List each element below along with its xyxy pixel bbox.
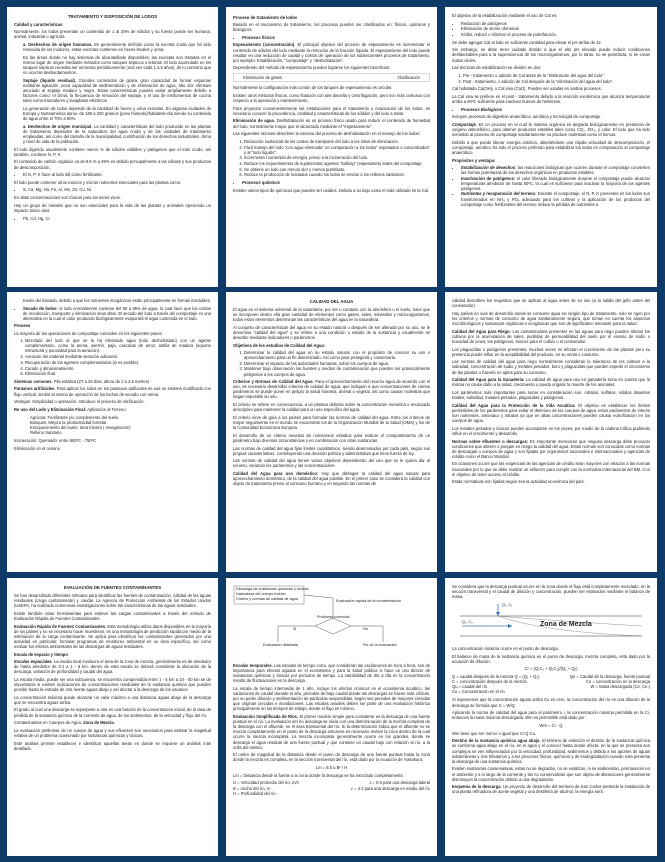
page-9 <box>445 578 657 856</box>
paragraph: La mayoría de las operaciones de compostaje coinciden en los siguientes pasos: <box>14 330 163 336</box>
flow-step: Descarga de sustancias químicas y tóxicas <box>236 587 309 591</box>
paragraph: Ventajas: Simplicidad o operación. Introduce el proceso de nitrificación. <box>14 399 145 405</box>
paragraph: La concentración máxima ocurre en el punto de descarga. <box>452 645 559 651</box>
definition: Qu = caudal del río <box>452 684 488 690</box>
definition: Ce = concentración en la descarga <box>585 679 650 685</box>
list-item: 4. Curado y almacenamiento. <box>25 366 211 371</box>
paragraph: Si suponemos que la concentración aguas arriba Cu es cero, la concentración del río es una dilución de la descarga se formula que C = W/Q <box>452 697 650 708</box>
paragraph: La generación de lodos depende de la cantidad de heces y orina excretas. En algunas ciudades de Europa y Norteamérica aprox. de 180 a 200 gramos (peso húmedo)/habitante-día siendo su contenido de agua entre el 70% a 80%. <box>23 105 211 121</box>
paragraph: Este análisis permite establecer e identificar aquellas áreas en donde se requiere un análisis más detallado. <box>14 740 211 751</box>
list-item: 3. Recuperación de los agentes complementarios (si es posible). <box>25 360 211 365</box>
paragraph: Calidad del Agua para Riego: Los contaminantes presentes en las aguas para riego pueden afectar los cultivos por la acumulación de sales, perdidas de permeabilidad del suelo por el exceso de sodio o toxicidad de iones; los patógenos, tóxicos para el cultivo o el consumidor. <box>452 328 650 344</box>
paragraph: Dependiendo del método de espesamiento pueden lograrse los siguientes beneficios: <box>233 65 391 71</box>
paragraph: La concentración máxima puede alcanzar un valor máximo a una distancia aguas abajo de la descarga que se encuentra aguas arriba. <box>14 694 211 705</box>
paragraph: Hay países en vías de desarrollo donde se consume agua sin ningún tipo de tratamiento, solo se rigen por los criterios y normas de consumo de agua sanitariamente segura, que toman en cuenta los aspectos microbiológicos y sustancias orgánicas e inorgánicas que son de significativo relevante para la salud. <box>452 310 650 326</box>
paragraph: Cal hidratada Ca(OH)₂ o Cal viva (CaO). Pueden ser usadas en ambos procesos. <box>452 86 602 92</box>
definition-row <box>452 689 650 694</box>
paragraph: Pantanos artificiales. Para aplicar los lodos en los pantanos artificiales se usa un sistema modificado con flujo vertical, similar al mismo de operación de los lechos de secado con arena. <box>14 386 211 397</box>
paragraph: Normalmente la configuración más común de los tanques de espesamiento es circular. <box>233 85 393 91</box>
paragraph: Eliminación de agua. Deshidratación es un proceso físico usado para reducir el contenido de humedad del lodo, normalmente mayor que el alcanzado mediante el "espesamiento". <box>233 118 430 129</box>
paragraph: Lm = Distancia desde la fuente a la zona donde la descarga se ha mezclado completamente. <box>233 772 404 778</box>
bullet-item: • Inhibir, reducir o eliminar el proceso de putrefacción. <box>461 32 650 37</box>
paragraph: En ocasiones ocurre que las exigencias de las agencias de crédito sean mayores con relación a las normas nacionales por lo que se debe realizar un esfuerzo para cumplir con la normativa internacional del BM. Con el objetivo de tener acceso al crédito. <box>452 461 650 477</box>
paragraph: Aplicando la norma de calidad del agua para el parámetro i, la concentración máxima permitida en la Ci, entonces la masa máxima descargada. Wm es permisible está dado por: <box>452 710 650 721</box>
paragraph: a. Deshechos de origen humanos. Es generalmente definido como la excreta cruda que ha sido removida de los inodoros, estas excretas contienen en heces fecales y orina. <box>23 41 212 53</box>
paragraph: Espesamiento (concentración). El principal objetivo del proceso de espesamiento es incrementar el contenido de sólidos del lodo mediante la remoción de la fracción líquida. El espesamiento del lodo puede resultar en una reducción de capital y costos de operación de los subsecuentes procesos de tratamiento, por ejemplo: Estabilización, "compostaje" y "deshidratación". <box>233 42 431 63</box>
paragraph: Para proyectar convenientemente las instalaciones para el tratamiento y evacuación de los lodos, es necesario conocer la procedencia, cantidad y características de los sólidos y del lodo a tratar. <box>233 105 430 116</box>
paragraph: Sistemas comunes. Pila estática (2T a 28 días, altura de 2 a 2.5 metros) <box>14 378 150 384</box>
paragraph: Existe también otras herramientas para estimar las cargas contaminantes a través del método de Evaluación Rápida de Fuentes Contaminantes. <box>14 610 211 622</box>
section-heading: Escala de espacio y tiempo <box>14 651 68 657</box>
mixing-zone-label: Zona de Mezcla <box>540 620 592 628</box>
flow-step: Naturaleza del cuerpo hídrico <box>236 592 286 596</box>
paragraph: Septaje (líquido residual). Grandes contenidos de grasa, gran capacidad de formar espumas mediante agitación, poca capacidad de sedimentación y de eliminación de agua, alto olor ofensivo asociado al septaje maduro y negro. Estas características pueden variar ampliamente debido a factores como: el clima, la frecuencia de remoción del septaje, y el uso de instrumentos de cocina tales como trituradores y lavaplatos eléctricos. <box>23 77 212 104</box>
paragraph: Escalas espaciales. La escala local involucra el área de la zona de mezcla, generalmente es de alrededor de hasta alrededor de 0.1 a 1 - 5 km, dentro de esta escala se deberá considerar la ubicación de la descarga, variación de profundidad y caudal del agua. <box>14 658 211 675</box>
paragraph: El objetivo de la estabilización mediante el uso de Cal es: <box>452 13 558 18</box>
list-item: 1. Mezclado del lodo al que se le ha eliminado agua (lodo deshidratado) con un agente complementario, como la arena, aserrín, paja, cascaras de arroz, astilla de madera (soporte estructural y porosidad para la aeración). <box>25 338 211 353</box>
benefits-table <box>233 73 430 82</box>
variable-row <box>233 791 430 796</box>
page-5 <box>226 292 437 572</box>
paragraph: Las normas de calidad del agua tienen varios objetivos dependiendo del uso que se le quiera dar al recurso, variando los parámetros y las concentraciones. <box>233 458 430 469</box>
evaluation-flow-diagram <box>233 584 430 660</box>
paragraph: Los plaguicidas o patógenos presentes, muchas veces no afectan el crecimiento de las plantas pero su presencia puede influir en la aceptabilidad del producto, en su venta o consumo. <box>452 346 650 357</box>
section-heading: Propósitos y ventajas <box>452 157 495 163</box>
paragraph: Estas normativas son fijadas según sea la actividad económica del país. <box>452 479 585 485</box>
bullet-item: • Procesos químicos <box>242 180 430 185</box>
bullet-item: • Procesos físicos <box>242 35 430 40</box>
bullet-item: • El N, P, K hace al lodo útil como fertilizante. <box>23 172 211 177</box>
equation: Wm = Ci · Q <box>539 722 563 728</box>
paragraph: Destino de la sustancia química agua abajo. El término de extinción el destino de la sustancia química se conforma agua abajo en el río, en el agua y el conocer hasta donde afecta, en la que se presenta son complejos se ven influenciados por la velocidad, profundidad, sedimentos y debido a los aportes de aguas subterráneas y ríos tributarios y a los procesos físicos, químicos y de biodegradación cuando esta presenta la descarga de una sustancia química. <box>452 738 651 764</box>
paragraph: El contenido de carbón orgánico va de 8.5 % a 48% es debido principalmente a las células y sus productos de descomposición. <box>14 159 211 170</box>
paragraph: Se debe agregar Cal al lodo en suficiente cantidad para elevar el pH arriba de 12. <box>452 39 602 45</box>
paragraph: En las áreas donde no hay sistemas de alcantarillado disponibles, las excretas son tratadas en el mismo lugar de origen mediante métodos como tanques sépticos o letrinas. El lodo acumulado en los tanques sépticos necesita ser removido periódicamente (una vez cada 1 a 5 años), de lo contrario que no ocurran desbordamientos. <box>23 54 211 76</box>
paragraph: Eliminación en el océano <box>14 445 61 451</box>
paragraph: Se considera que la descarga puntual ocurre en la zona donde el flujo está completamente mezclado, en la sección transversal y el caudal de dilución y concentración, pueden ser estimados mediante el balance de masa. <box>452 584 650 600</box>
page-1 <box>7 7 218 287</box>
paragraph: Normalmente, los lodos presentan un contenido de 1 al 20% de sólidos y su fuente puede ser humana, animal, industrial o agrícola. <box>14 29 211 40</box>
paragraph: Las siguientes razones describen la esencia del proceso de deshidratación en el manejo de los lodos: <box>233 131 420 137</box>
definition: Cu = Concentración en el río <box>452 689 505 695</box>
paragraph: a. Deshechos de origen municipal. La cantidad y características del lodo producido en las plantas de tratamiento dependen de la naturaleza del agua cruda y de las unidades de tratamiento empleadas, así como del tamaño de la municipalidad, contribución de los desechos industriales, clima y nivel de vida de la población. <box>23 123 212 144</box>
variable-def: ε = 4.3 para una descarga en medio del río <box>351 785 430 791</box>
paragraph: El lodo digerido usualmente contiene menor % de sólidos volátiles y patógenos que el lodo crudo, así también, contiene N, P, K. <box>14 146 211 157</box>
list-item: 4. Reduce los requerimientos de suplementar agentes "bulking" (espesantes) antes del compostaje. <box>244 161 430 166</box>
variable-def: B = Ancho del río, m <box>233 785 271 791</box>
flow-no-outcome: Fin de la evaluación <box>363 643 397 647</box>
flow-no-label: No <box>363 627 368 631</box>
paragraph: El criterio sirve de guía a los países para formular las normas de calidad del agua. Entre los criterios de mayor seguimiento en el mundo se encuentran los de la Organización Mundial de la Salud (OMS) y los de la Comunidad Económica Europea. <box>233 414 430 431</box>
list-item: 5. Se obtiene un lodo con menos olor y menos putrefacto. <box>244 167 430 172</box>
list-item: 2. Aeración del material mediante aeración adicional. <box>25 354 211 359</box>
paragraph: Compostaje. Es un proceso en el cual la materia orgánica es degrada biológicamente en presencia de oxígeno atmosférico, para obtener productos estables tales como CO₂, SO₄, y calor. El lodo que ha sido sometido al proceso de compostaje sanitariamente no produce molestias como el humus. <box>452 121 651 138</box>
list-item: 2. Fácil manejo del lodo "con agua eliminada" en comparación a los lodos" espesados o concentrados" y al "lodo líquido". <box>244 145 430 155</box>
bullet-item: • Pb, Cd, Hg, Cr <box>23 216 211 221</box>
page-8 <box>226 578 437 856</box>
list-item: 3. Incrementa l contenido de energía, previo a la incineración del lodo. <box>244 155 430 160</box>
table-cell: Clarificación <box>397 75 420 81</box>
paragraph: Existen sustancias conservativas, estas no se degradan, no se volatizan, ni se sedimentan, permanecen en el ambiente y a lo largo de la corriente y las no conservativas que son objeto de alteraciones generalmente disminuyen la concentración debido a una degradación. <box>452 766 650 782</box>
paragraph: Incineración: Quemado: entre 650ºC - 750ºC <box>14 438 97 443</box>
page-6 <box>445 292 657 572</box>
paragraph: Evaluación Simplificada de Ríos. El primer modelo simple para considerar es la descarga de una fuente puntual en el río. La evaluación del río descarga se inicia con una determinación de la mezcla completa de la descarga con el afluente, en el área transversal del río. Si la determinación indica que el afluente no se mezcla completamente en el punto de la descarga entonces es necesario revisar la zona dentro de la cual ocurre la mezcla incompleta. La mezcla incompleta generalmente ocurre en los grandes, donde se descarga el agua residual de una fuente puntual y que contiene un caudal bajo con relación al río, a la orilla del mismo. <box>233 714 430 750</box>
flow-center: Evaluación rápida de la contaminación <box>336 599 402 603</box>
paragraph: El criterio se refiere en consecuencia, a un plantea definido sobre la concentración numérica o enunciado descriptivo para mantener la calidad para un uso especifico del agua. <box>233 402 430 413</box>
list-item: 3. Mantener bajo observación las fuentes y medios de contaminación que pueden ser potencialmente peligrosos a los cuerpos de agua. <box>244 366 430 376</box>
variable-def: H = Profundidad del río <box>233 790 276 796</box>
paragraph: Se han desarrollado diferentes métodos para identificar las fuentes de contaminación, calidad de las aguas residuales (carga contaminante) y caudal. La Agencia de Protección Ambiental de los Estados Unidos (USEPA, ha realizado numerosas investigaciones sobre las características de las aguas residuales. <box>14 593 211 609</box>
section-heading: Proceso de tratamiento de lodos <box>233 15 298 20</box>
paragraph: Criterios y Normas de Calidad del Agua: Para el aprovechamiento del recurso agua de acuerdo con el uso, es necesario desarrollar criterios de calidad de agua, que indiquen a que concentraciones de ciertos parámetros se puede poner en peligro la salud humana, animal o vegetal, así como causar molestias que hagan imposible su uso. <box>233 379 430 400</box>
page-title: TRATAMIENTO Y DISPOSICIÓN DE LODOS <box>67 14 158 19</box>
paragraph: Las normas de calidad del agua fijan límites cuantitativos, siendo determinados por cada país, según sus propias características, constituyendo una decisión política y administrativa que tiene fuerza de ley. <box>233 445 430 456</box>
list-item: 5. Eliminación final. <box>25 371 211 376</box>
equation: Cr = (Q₁C₁ + Q₂C₂)/(Q₁ + Q₂) <box>524 666 578 672</box>
paragraph: Normas sobre efluentes o descargas: Es importante mencionar que ninguna descarga debe provocar condiciones que alteren o pongan en riesgo la calidad del agua. Estas normas son conocidas como normas de descargas o cuerpos de agua y son fijadas por organismos nacionales e internacionales y agencias de crédito como el Banco Mundial. <box>452 438 650 459</box>
paragraph: El balance de masa de la sustancia química en el punto de descarga, mezcla completa, está dado por la ecuación de dilución: <box>452 653 650 664</box>
flow-step: Criterio y normas de calidad de agua <box>236 597 299 601</box>
paragraph: Calidad del Agua para uso doméstico: Hay que distinguir la calidad del agua natural para aprovechamiento doméstico, de la calidad del agua potable. En el primer caso se considera la calidad con objeto de tratamiento previo al consumo humano y en segundo las normas de <box>233 471 430 487</box>
paragraph: Basado en el mecanismo de tratamiento, los procesos pueden ser clasificados en: físicos, químicos y biológicos. <box>233 22 430 33</box>
bullet-item: • Estabilización de desechos: las reacciones biológicas que ocurren durante el compostaje convierten las formas putrefactas de los desechos orgánicos en productos estables. <box>461 165 650 175</box>
variable-def: U = Velocidad promedio del río, m/s <box>233 780 299 786</box>
bullet-item: • Eliminación de olores ofensivos <box>461 26 650 31</box>
variable-def: ε = 8.5 para una descarga lateral <box>369 780 430 786</box>
paragraph: La escala de tiempo intermedia de 1 año, incluye los efectos crónicos en el ecosistema acuático, las variaciones de caudal durante el año, periodos de bajo caudal donde las descargas se hacen más críticas, por su poder dilución y sedimentación de partículas suspendidas, según sus periodos de mayores crecidas que originan crecidas e inundaciones. Las escalas anuales deben ser parte de una evaluación histórica principalmente en los tiempos de estiaje, donde el flujo es mínimo. <box>233 685 430 712</box>
list-item: Bosques: Mejora la productividad forestal. <box>30 419 108 425</box>
definition: Qe = Caudal de la descarga, fuente puntual <box>569 674 650 680</box>
bullet-item: • Reducción de patógenos <box>461 21 650 26</box>
paragraph: Los metales pesados y tóxicos pueden acumularse en los peces, por medio de la cadena trófica pudiendo influir en el crecimiento y desarrollo. <box>452 425 650 436</box>
paragraph: El grado al cual una descarga se superpone a otra es una función de la concentración inicial, de la tasa de pérdida de la sustancia química de la corriente de agua, de los sedimentos, de la velocidad y flujo del río. <box>14 707 211 718</box>
page-2 <box>226 7 437 287</box>
list-item: Relleno Sanitario <box>30 429 62 435</box>
definition: Q = caudal después de la mezcla Q = (Q₁ + Q₂) <box>452 674 540 680</box>
paragraph: través del lixiviado, debido a que los nutrientes inorgánicos están principalmente en formas insolubles. <box>23 298 211 303</box>
paragraph: La evaluación preliminar de un cuerpo de agua y sus efluentes son necesarios para estimar la magnitud relativa de un problema ocasionado por sustancias químicas y tóxicas. <box>14 727 211 738</box>
paragraph: Las normas de calidad del agua para riego normalmente consideran la tolerancia de los cultivos a la salinidad, concentración de sodio y metales pesados, boro y plaguicidas que pueden impedir el crecimiento de las plantas o hacerlo no aptos para su consumo. <box>452 359 650 375</box>
bullet-item: • Nutrientes y recuperación del terreno: Durante el compostaje, el N, P, K presentes en los lodos son transformados en NH₄ y PO₄ adecuado para los cultivos y la aplicación de los productos del compostaje como fertilizantes del terreno reduce la pérdida de nutrientes a <box>461 191 650 206</box>
list-item: 6. Reduce la producción de lixiviados cuando los lodos se envían a los rellenos sanitarios. <box>244 172 430 177</box>
paragraph: Al conjunto de características del agua en su estado natural o después de ser alterada por su uso, se le denomina "calidad del agua" y se refiere a una condición o estado de la sustancia y usualmente se describe mediante indicadores o parámetros. <box>233 324 430 341</box>
paragraph: Wm tiene que ser menor o igual que Ci·Q·Cu. <box>452 730 537 736</box>
equation: Lm = 8.5 u B² / H <box>315 765 348 771</box>
definition: C = concentración después de la mezcla <box>452 679 527 685</box>
page-title: CALIDAD DEL AGUA <box>309 299 354 304</box>
paragraph: Contaminantes en Cuerpos de Agua. Zona de Mezcla. <box>14 720 115 726</box>
paragraph: Hay un grupo de metales que no son esenciales para la vida de las plantas y animales ejerciendo un impacto tóxico alos: <box>14 202 211 213</box>
numbered-list <box>233 139 430 178</box>
paragraph: Calidad del Agua para la Protección de la Vida Acuática: El objetivo es establecer los límites permisibles de los parámetros para evitar el deterioro de los cuerpos de agua, estos parámetros de interés son nutrientes, amoniaco y nitratos ya que en altas concentraciones pueden causar eutrofización en los cuerpos de agua. <box>452 402 650 424</box>
paragraph: La Cal viva se prefiere en el post - tratamiento debido a la reacción exotérmica que alcanza temperaturas arriba a 50ºC suficiente para inactivar huevos de helmintos. <box>452 93 650 104</box>
bullet-item: • Procesos Biológicos <box>461 107 650 112</box>
list-item: 2. Determinar el impacto de las actividades humanas, sobre los cuerpos de agua. <box>244 361 430 366</box>
list-item: 1. Determinar la calidad del agua en su estado natural, con el propósito de conocer su uso o aprovechamiento para un fin determinado. Así como para protegerla y conservarla. <box>244 350 430 360</box>
list-item: Enriquecimiento del suelo: área minera ( revegetación) <box>30 424 131 430</box>
section-heading: Calidad y características <box>14 22 63 28</box>
paragraph: Esquema de la descarga. Un proyecto de desarrollo del territorio de San Carlos pretende la instalación de una planta refinadora de aceite vegetal y una destilería de alcohol, la energía será <box>452 784 651 795</box>
page-4 <box>7 292 218 572</box>
paragraph: Existen varios tipos de químicos que pueden ser usados. Debido a su bajo costo el más utilizado es la Cal. <box>233 187 430 193</box>
bullet-item: • S, Ca, Mg, Na, Fe, Al, Mn, Zn, Cu, Ni. <box>23 187 211 192</box>
mixing-zone-figure <box>452 602 650 642</box>
section-heading: Proceso <box>14 323 31 329</box>
paragraph: En altas concentraciones son tóxicos para los seres vivos. <box>14 195 122 201</box>
river-label: Q₂, C₂ <box>462 619 473 624</box>
flow-yes-label: Si <box>293 627 297 631</box>
paragraph: calidad describen los requisitos que se aplican al agua antes de su uso (a la salida del grifo antes del consumidor). <box>452 298 650 309</box>
definition: W = Masa descargada (Ce, Ce.) <box>590 684 650 690</box>
paragraph: El lodo puede contener otros macros y micros nutrientes esenciales para las plantas como: <box>14 179 182 185</box>
page-7 <box>7 578 218 856</box>
page-title: EVALUACIÓN DE FUENTES CONTAMINANTES <box>63 585 162 590</box>
list-item: 1. Reducción sustancial de los costos de transporte del lodo a los sitios de eliminación. <box>244 139 430 144</box>
discharge-label: Q₁, C₁ <box>502 602 513 607</box>
list-item: 1. Pre - tratamiento o adición de Cal antes de la "eliminación del agua del lodo". <box>463 73 650 78</box>
flow-yes-outcome: Evaluación detallada <box>263 643 299 647</box>
section-heading: Objetivos de los estudios de Calidad del Agua: <box>233 342 326 348</box>
paragraph: La escala media, puede ser una subcuenca, se encuentra comprendida entre 1 - 5 km a 10 - 50 km se de importancia si existen indicaciones de concentraciones residuales de la sustancia química que pueden percibir hasta la entrada de otra fuente aguas abajo y así afectar a la descarga de los usuarios. <box>14 676 211 692</box>
paragraph: Existen otros métodos físicos, como flotación con aire disuelto y centrifugación, pero son más costosos con respecto a la operación y mantenimiento. <box>233 92 431 103</box>
paragraph: Calidad del Agua para la Ganadería: La calidad de agua para uso en ganadería toma en cuenta que la misma no cause daño a la salud, crecimiento o pueda originar la muerte de los animales. <box>452 377 650 388</box>
paragraph: Debido a que puede liberar energía calórica, obteniéndose una rápida velocidad de descomposición, el compostaje, aeróbico ha sido el proceso preferido para estabilizar los lodos en comparación al compostaje anaeróbico. <box>452 139 650 155</box>
list-item: 2. Post - tratamiento, o adición de Cal después de la "eliminación del agua del lodo". <box>463 79 650 84</box>
paragraph: El desarrollo de un criterio necesita de numerosos estudios para evaluar el comportamiento de un parámetro bajo diversas circunstancias y en combinación con otras sustancias. <box>233 432 430 443</box>
paragraph: El orden de magnitud de la distancia desde el punto de descarga de una fuente puntual hasta la zona donde la mezcla es completa, en la sección transversal del río, está dado por la ecuación de Yotsukura: <box>233 752 430 763</box>
page-3 <box>445 7 657 287</box>
flow-question: Problema potencial <box>317 615 350 619</box>
paragraph: El agua en el sistema universal de la naturaleza, por ser u contacto con la atmósfera o el suelo, hace que se incorporen dentro ella gran cantidad de elementos como gases, sales, minerales y microorganismos, todos estos elementos determinan las características del agua en la naturaleza. <box>233 307 430 323</box>
paragraph: Sin embargo, se debe tener cuidado debido a que el alto pH elevado puede inducir condiciones desfavorables para a la supervivencia de los microorganismos, por lo tanto, no se putrefacta, ni se crean malos olores. <box>452 47 650 63</box>
paragraph: Incluyen procesos de digestión anaeróbica, aeróbica y tecnología de compostaje. <box>452 114 602 120</box>
table-cell: Eliminación de gases <box>243 75 283 81</box>
paragraph: Las técnicas de estabilización se dividen en dos: <box>452 65 542 71</box>
paragraph: Evaluación Rápida de Fuentes Contaminantes. Esta metodología utiliza datos disponibles en la mayoría de los países y no se necesario hacer muestreos, es una metodología de predicción rápida por medio de la estimación de la carga contaminante. Se aplica para identificar los contaminantes generados por una actividad en particular, formular programas de monitoreo ambiental en un área específica, así como evaluar los efectos ambientales de las descargas de aguas residuales. <box>14 623 211 650</box>
bullet-item: • Inactivación de patógenos: el calor liberado biológicamente durante el compostaje puede alcanzar temperaturas alrededor de hasta 60ºC, la cual es suficiente para inactivar la mayoría de los agentes patógenos. <box>461 176 650 191</box>
paragraph: Escalas temporales. Las escalas de tiempo corto, que consideran las oscilaciones de hora a hora, son de importancia para efectos agudos en el ecosistema y para la salud pública si hace un uso directo de sustancias químicas y tóxicas por periodos de tiempo. La variabilidad de día a día en la concentración resulta de fluctuaciones en la descarga. <box>233 663 430 684</box>
paragraph: Los parámetros más importantes para tomar en consideración son: nitratos, sulfatos, sólidos disueltos totales, salinidad, metales pesados, plaguicidas y patógenos. <box>452 389 650 401</box>
list-item: Agrícola: Fertilizante y/o complemento del suelo. <box>30 414 120 420</box>
paragraph: Re uso del Lodo y Eliminación Final: Aplicación al Terreno: <box>14 406 127 412</box>
bullet-item: • Secado de lodos: el lodo normalmente contiene del 80 a 95% de agua, lo cual hace que los costos de recolección, transporte y eliminación sean altos. El secado del lodo a través del compostaje es una alternativa en la cual el calor producido biológicamente evaporará el agua contenida en el lodo. <box>23 306 211 321</box>
